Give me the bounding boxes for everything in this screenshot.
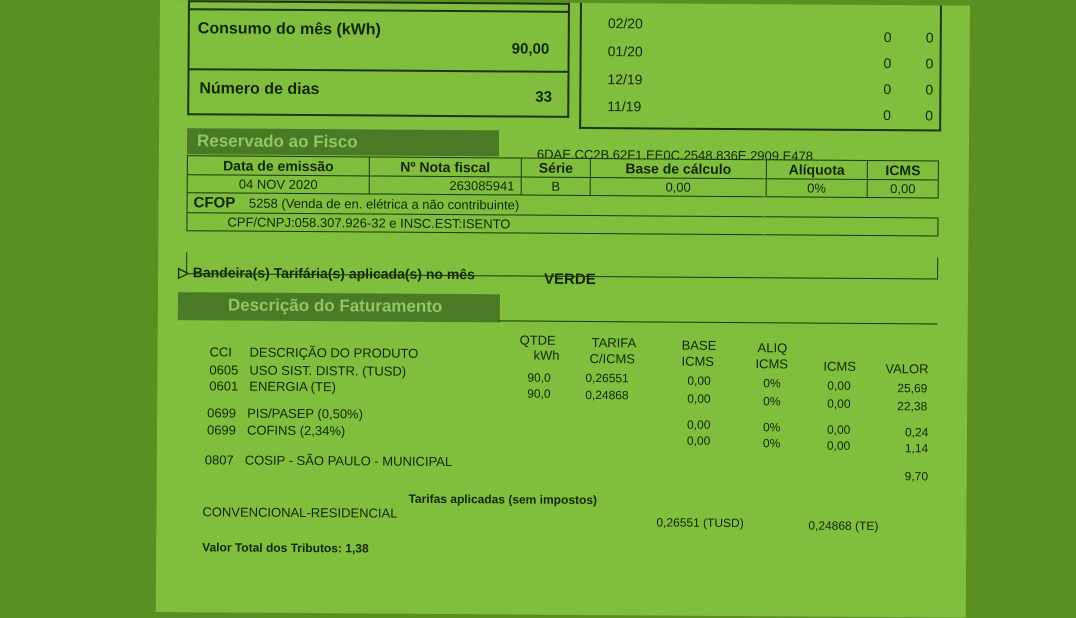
item-icms: 0,00 <box>826 422 851 437</box>
item-desc: ENERGIA (TE) <box>249 378 337 395</box>
tarifa-te: 0,24868 (TE) <box>808 518 879 534</box>
hist-a: 0 <box>883 55 892 72</box>
col-qtde: QTDE <box>519 332 556 348</box>
item-desc: USO SIST. DISTR. (TUSD) <box>249 362 407 379</box>
bill-paper <box>156 0 970 618</box>
item-valor: 1,14 <box>904 441 929 456</box>
item-tarifa: 0,26551 <box>585 370 629 386</box>
fisco-table <box>186 155 939 236</box>
hist-b: 0 <box>925 107 934 124</box>
fisco-value: 04 NOV 2020 <box>187 175 369 194</box>
fisco-value: 0,00 <box>867 179 938 197</box>
col-aliq-sub: ICMS <box>755 356 789 372</box>
item-cci: 0601 <box>209 378 239 394</box>
item-valor: 0,24 <box>904 425 929 440</box>
fisco-value: 0% <box>766 179 868 198</box>
hist-b: 0 <box>925 81 934 98</box>
item-aliq: 0% <box>763 376 781 391</box>
item-aliq: 0% <box>762 420 781 435</box>
col-desc: DESCRIÇÃO DO PRODUTO <box>249 344 419 361</box>
fisco-value: B <box>521 177 591 195</box>
hist-a: 0 <box>883 81 892 98</box>
consumo-box <box>187 0 570 118</box>
consumo-label: Consumo do mês (kWh) <box>197 20 381 39</box>
item-qtde: 90,0 <box>527 386 551 401</box>
col-base: BASE <box>681 337 717 353</box>
fisco-header: Base de cálculo <box>591 159 766 179</box>
col-base-sub: ICMS <box>681 353 715 369</box>
item-cci: 0605 <box>209 362 239 378</box>
tarifa-tusd: 0,26551 (TUSD) <box>656 515 744 531</box>
item-cci: 0807 <box>204 452 234 468</box>
cfop-label: CFOP <box>193 194 236 212</box>
item-valor: 22,38 <box>897 399 928 414</box>
item-aliq: 0% <box>762 436 781 451</box>
fisco-title: Reservado ao Fisco <box>187 128 499 156</box>
item-valor: 9,70 <box>904 469 929 484</box>
col-cci: CCI <box>209 344 232 360</box>
bandeira-label-text: Bandeira(s) Tarifária(s) aplicada(s) no mês <box>192 264 475 283</box>
col-tarifa-sub: C/ICMS <box>589 351 636 367</box>
fisco-header: Alíquota <box>766 160 868 180</box>
hist-month: 11/19 <box>607 98 642 115</box>
hist-a: 0 <box>883 107 892 124</box>
col-valor: VALOR <box>885 361 929 377</box>
hist-b: 0 <box>925 29 934 46</box>
faturamento-rule <box>498 320 938 324</box>
fisco-header: Série <box>521 158 591 177</box>
cpf-text: CPF/CNPJ:058.307.926-32 e INSC.EST:ISENTO <box>227 214 511 232</box>
fisco-header: Data de emissão <box>187 156 369 176</box>
item-base: 0,00 <box>687 373 711 388</box>
item-base: 0,00 <box>686 433 711 448</box>
item-desc: COFINS (2,34%) <box>246 422 346 439</box>
classe: CONVENCIONAL-RESIDENCIAL <box>202 504 398 521</box>
col-icms: ICMS <box>823 358 857 374</box>
item-cci: 0699 <box>206 422 236 438</box>
item-icms: 0,00 <box>827 378 851 393</box>
col-tarifa: TARIFA <box>591 335 637 351</box>
item-desc: COSIP - SÃO PAULO - MUNICIPAL <box>244 452 453 470</box>
item-base: 0,00 <box>686 417 711 432</box>
fisco-header: Nº Nota fiscal <box>369 157 521 177</box>
hist-month: 12/19 <box>607 71 643 88</box>
dias-label: Número de dias <box>199 80 320 99</box>
item-base: 0,00 <box>687 391 711 406</box>
hist-a: 0 <box>883 29 892 46</box>
item-desc: PIS/PASEP (0,50%) <box>247 405 364 422</box>
item-cci: 0699 <box>207 405 237 421</box>
hist-month: 02/20 <box>607 15 643 32</box>
tributos-total: Valor Total dos Tributos: 1,38 <box>202 540 369 556</box>
item-qtde: 90,0 <box>527 370 551 385</box>
faturamento-title: Descrição do Faturamento <box>178 292 500 322</box>
fisco-code: 6DAE.CC2B.62F1.EE0C.2548.836E.2909.E478 <box>536 146 814 164</box>
col-qtde-unit: kWh <box>533 347 560 363</box>
fisco-header: ICMS <box>867 160 938 179</box>
bandeira-value: VERDE <box>544 270 596 289</box>
col-aliq: ALIQ <box>757 340 788 356</box>
item-aliq: 0% <box>763 394 781 409</box>
hist-month: 01/20 <box>607 43 643 60</box>
cfop-text: 5258 (Venda de en. elétrica a não contribuinte) <box>248 195 520 213</box>
dias-value: 33 <box>535 88 553 106</box>
bandeira-arrow-icon: ▷ <box>178 264 193 281</box>
hist-b: 0 <box>925 55 934 72</box>
item-tarifa: 0,24868 <box>585 387 629 403</box>
tarifas-label: Tarifas aplicadas (sem impostos) <box>408 491 598 508</box>
item-icms: 0,00 <box>826 438 851 453</box>
item-icms: 0,00 <box>827 396 851 411</box>
consumo-value: 90,00 <box>511 40 550 58</box>
cpf-row <box>187 213 938 236</box>
item-valor: 25,69 <box>897 381 928 396</box>
fisco-value: 0,00 <box>591 178 766 197</box>
fisco-value: 263085941 <box>369 176 521 195</box>
